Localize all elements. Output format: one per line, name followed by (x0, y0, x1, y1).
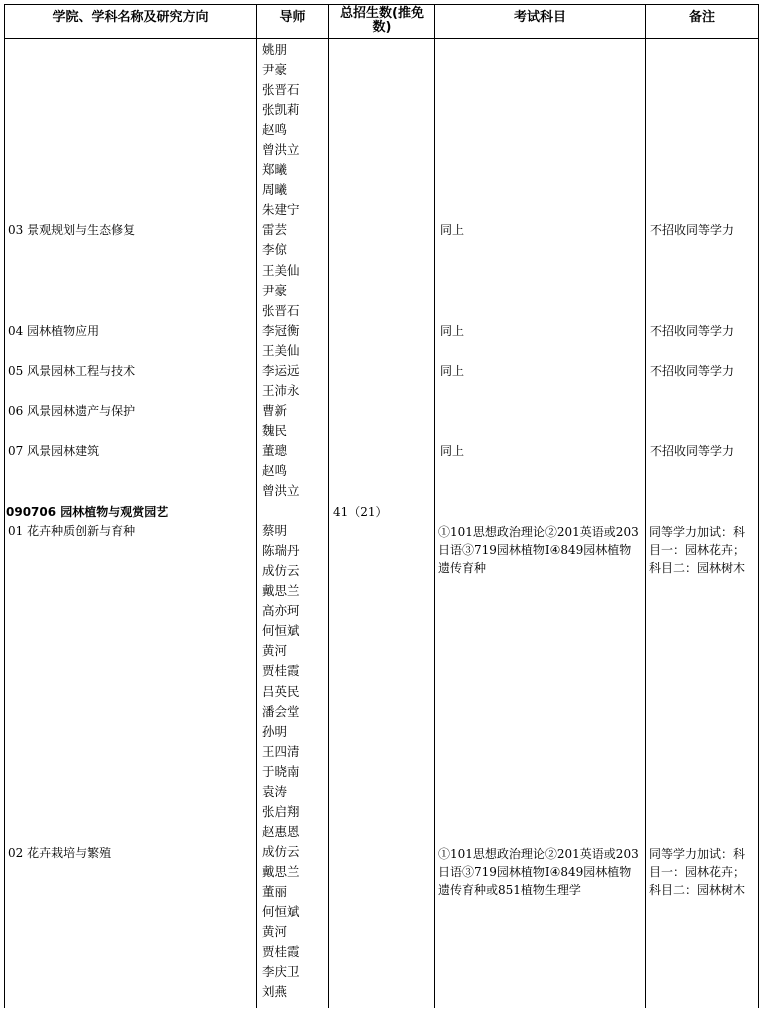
tutor-name: 李庆卫 (262, 964, 300, 980)
tutor-name: 王美仙 (262, 342, 300, 358)
remark: 同等学力加试：科目一：园林花卉；科目二：园林树木 (649, 525, 746, 575)
remark: 不招收同等学力 (650, 364, 735, 378)
header-exam: 考试科目 (513, 10, 566, 25)
tutor-name: 于晓南 (262, 763, 300, 779)
tutor-name: 朱建宁 (262, 202, 300, 218)
tutor-name: 李冠衡 (262, 322, 300, 338)
tutor-list (262, 40, 326, 1002)
tutor-name: 曾洪立 (262, 483, 300, 499)
header-enrollment: 总招生数(推免数) (340, 6, 424, 35)
direction-label: 05 风景园林工程与技术 (8, 364, 136, 378)
enrollment-count: 41（21） (333, 505, 388, 519)
tutor-name: 成仿云 (262, 843, 300, 859)
col-divider (434, 4, 435, 1008)
tutor-name: 成仿云 (262, 563, 300, 579)
tutor-name: 尹豪 (262, 62, 288, 78)
tutor-name: 李运远 (262, 362, 300, 378)
direction-label: 02 花卉栽培与繁殖 (8, 846, 112, 860)
tutor-name (262, 501, 326, 521)
tutor-name: 尹豪 (262, 282, 288, 298)
tutor-name: 姚朋 (262, 42, 288, 57)
tutor-name: 戴思兰 (262, 583, 300, 599)
tutor-name: 贾桂霞 (262, 944, 300, 960)
tutor-name: 戴思兰 (262, 863, 300, 879)
tutor-name: 何恒斌 (262, 623, 300, 639)
tutor-name: 王美仙 (262, 262, 300, 278)
tutor-name: 魏民 (262, 422, 288, 438)
tutor-name: 高亦珂 (262, 603, 300, 619)
col-divider (645, 4, 646, 1008)
tutor-name: 潘会堂 (262, 703, 300, 719)
tutor-name: 吕英民 (262, 683, 300, 699)
exam-subjects: 同上 (440, 444, 465, 458)
tutor-name: 陈瑞丹 (262, 543, 300, 559)
tutor-name: 赵鸣 (262, 122, 288, 138)
tutor-name: 周曦 (262, 182, 288, 198)
direction-label: 01 花卉种质创新与育种 (8, 524, 136, 538)
tutor-name: 张晋石 (262, 82, 300, 98)
discipline-title: 090706 园林植物与观赏园艺 (6, 505, 169, 519)
tutor-name: 蔡明 (262, 523, 288, 539)
col-divider (256, 4, 257, 1008)
direction-label: 07 风景园林建筑 (8, 444, 100, 458)
tutor-name: 刘燕 (262, 984, 288, 1000)
exam-subjects: 同上 (440, 324, 465, 338)
header-remarks: 备注 (688, 10, 715, 25)
tutor-name: 何恒斌 (262, 904, 300, 920)
exam-subjects: ①101思想政治理论②201英语或203日语③719园林植物I④849园林植物遗传育种 (438, 525, 639, 575)
tutor-name: 赵鸣 (262, 462, 288, 478)
tutor-name: 李倞 (262, 242, 288, 258)
tutor-name: 黄河 (262, 924, 288, 940)
tutor-name: 张启翔 (262, 803, 300, 819)
remark: 不招收同等学力 (650, 223, 735, 237)
tutor-name: 王四清 (262, 743, 300, 759)
remark: 不招收同等学力 (650, 324, 735, 338)
remark: 不招收同等学力 (650, 444, 735, 458)
tutor-name: 张晋石 (262, 302, 300, 318)
tutor-name: 黄河 (262, 643, 288, 659)
exam-subjects: 同上 (440, 223, 465, 237)
exam-subjects: 同上 (440, 364, 465, 378)
tutor-name: 贾桂霞 (262, 663, 300, 679)
header-college: 学院、学科名称及研究方向 (52, 10, 209, 25)
direction-label: 03 景观规划与生态修复 (8, 223, 136, 237)
direction-label: 04 园林植物应用 (8, 324, 100, 338)
tutor-name: 董璁 (262, 442, 288, 458)
tutor-name: 孙明 (262, 723, 288, 739)
tutor-name: 张凯莉 (262, 102, 300, 118)
tutor-name: 董丽 (262, 883, 288, 899)
tutor-name: 赵惠恩 (262, 823, 300, 839)
tutor-name: 曾洪立 (262, 142, 300, 158)
header-tutor: 导师 (279, 10, 306, 25)
tutor-name: 曹新 (262, 402, 288, 418)
direction-label: 06 风景园林遗产与保护 (8, 404, 136, 418)
tutor-name: 袁涛 (262, 783, 288, 799)
tutor-name: 雷芸 (262, 222, 288, 238)
exam-subjects: ①101思想政治理论②201英语或203日语③719园林植物I④849园林植物遗传育种或851植物生理学 (438, 847, 639, 897)
tutor-name: 郑曦 (262, 162, 288, 178)
remark: 同等学力加试：科目一：园林花卉；科目二：园林树木 (649, 847, 746, 897)
col-divider (328, 4, 329, 1008)
tutor-name: 王沛永 (262, 382, 300, 398)
